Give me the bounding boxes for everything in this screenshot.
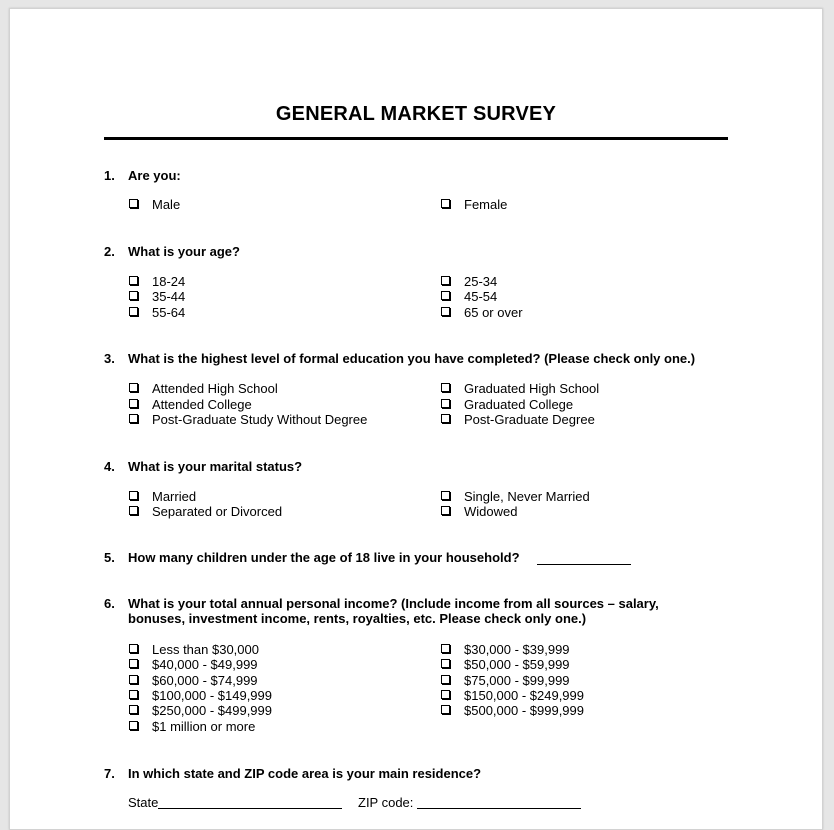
page-title: GENERAL MARKET SURVEY (275, 103, 557, 125)
option[interactable]: Separated or Divorced (129, 504, 282, 519)
checkbox[interactable] (441, 690, 450, 699)
option[interactable]: 18-24 (129, 274, 185, 289)
option[interactable]: Post-Graduate Degree (441, 412, 595, 427)
option[interactable]: Attended High School (129, 381, 278, 396)
question-number: 1. (104, 168, 115, 183)
option[interactable]: $50,000 - $59,999 (441, 657, 570, 672)
question-number: 7. (104, 766, 115, 781)
option[interactable]: $500,000 - $999,999 (441, 703, 584, 718)
option[interactable]: $40,000 - $49,999 (129, 657, 258, 672)
zip-label: ZIP code: (358, 795, 414, 810)
checkbox[interactable] (441, 276, 450, 285)
checkbox[interactable] (441, 491, 450, 500)
checkbox[interactable] (441, 199, 450, 208)
checkbox[interactable] (129, 199, 138, 208)
option[interactable]: Attended College (129, 397, 252, 412)
checkbox[interactable] (129, 291, 138, 300)
checkbox[interactable] (129, 414, 138, 423)
children-count-field[interactable] (537, 550, 631, 568)
checkbox[interactable] (441, 705, 450, 714)
question-text: What is your age? (128, 244, 240, 259)
checkbox[interactable] (129, 644, 138, 653)
checkbox[interactable] (441, 399, 450, 408)
checkbox[interactable] (129, 383, 138, 392)
option[interactable]: $30,000 - $39,999 (441, 642, 570, 657)
question-text: What is your total annual personal income? (Include income from all sources – salary, (128, 596, 659, 611)
checkbox[interactable] (441, 659, 450, 668)
checkbox[interactable] (129, 307, 138, 316)
checkbox[interactable] (129, 506, 138, 515)
option[interactable]: $1 million or more (129, 719, 255, 734)
checkbox[interactable] (441, 291, 450, 300)
state-label: State (128, 795, 159, 810)
checkbox[interactable] (441, 506, 450, 515)
question-number: 5. (104, 550, 115, 565)
option[interactable]: Female (441, 197, 507, 212)
checkbox[interactable] (441, 307, 450, 316)
checkbox[interactable] (129, 399, 138, 408)
question-text: Are you: (128, 168, 181, 183)
option[interactable]: 55-64 (129, 305, 185, 320)
option[interactable]: $250,000 - $499,999 (129, 703, 272, 718)
option[interactable]: Widowed (441, 504, 517, 519)
option[interactable]: Graduated College (441, 397, 573, 412)
option[interactable]: 65 or over (441, 305, 523, 320)
question-number: 4. (104, 459, 115, 474)
option[interactable]: Post-Graduate Study Without Degree (129, 412, 367, 427)
question-number: 6. (104, 596, 115, 611)
question-number: 3. (104, 351, 115, 366)
option[interactable]: $100,000 - $149,999 (129, 688, 272, 703)
option[interactable]: 45-54 (441, 289, 497, 304)
question-number: 2. (104, 244, 115, 259)
checkbox[interactable] (129, 659, 138, 668)
option[interactable]: 25-34 (441, 274, 497, 289)
question-text: In which state and ZIP code area is your main residence? (128, 766, 482, 781)
zip-field[interactable] (358, 795, 581, 810)
checkbox[interactable] (129, 690, 138, 699)
checkbox[interactable] (129, 705, 138, 714)
checkbox[interactable] (441, 675, 450, 684)
question-text: What is your marital status? (128, 459, 303, 474)
checkbox[interactable] (129, 675, 138, 684)
question-text-continued: bonuses, investment income, rents, royalties, etc. Please check only one.) (128, 611, 587, 626)
option[interactable]: Married (129, 489, 196, 504)
document-page (9, 8, 823, 830)
question-text: What is the highest level of formal education you have completed? (Please check only one.) (128, 351, 696, 366)
state-field[interactable] (128, 795, 342, 810)
option[interactable]: $150,000 - $249,999 (441, 688, 584, 703)
option[interactable]: Graduated High School (441, 381, 599, 396)
title-underline (104, 137, 728, 140)
option[interactable]: $75,000 - $99,999 (441, 673, 570, 688)
question-text: How many children under the age of 18 live in your household? (128, 550, 520, 565)
option[interactable]: Male (129, 197, 180, 212)
option[interactable]: Single, Never Married (441, 489, 590, 504)
checkbox[interactable] (129, 721, 138, 730)
checkbox[interactable] (441, 644, 450, 653)
checkbox[interactable] (129, 491, 138, 500)
option[interactable]: Less than $30,000 (129, 642, 259, 657)
checkbox[interactable] (441, 383, 450, 392)
checkbox[interactable] (129, 276, 138, 285)
option[interactable]: $60,000 - $74,999 (129, 673, 258, 688)
checkbox[interactable] (441, 414, 450, 423)
option[interactable]: 35-44 (129, 289, 185, 304)
